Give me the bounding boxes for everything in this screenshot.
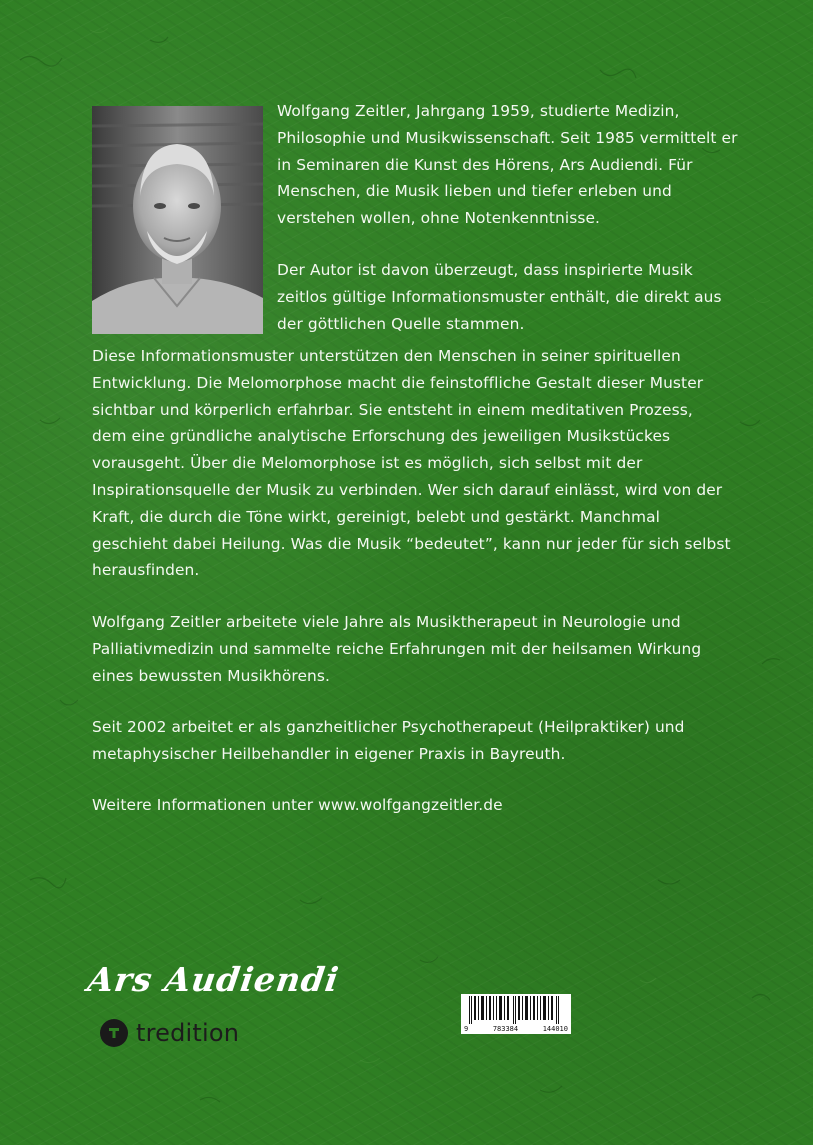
website-line: Weitere Informationen unter www.wolfgangzeitler.de bbox=[92, 796, 503, 814]
bio-paragraph-5: Seit 2002 arbeitet er als ganzheitlicher Psychotherapeut (Heilpraktiker) und metaphysischer Heilbehandler in eigener Praxis in Bayreuth. bbox=[92, 718, 685, 763]
barcode-digit-first: 9 bbox=[464, 1025, 469, 1033]
author-portrait-icon bbox=[92, 106, 263, 334]
publisher-logo bbox=[100, 1019, 239, 1047]
isbn-barcode bbox=[461, 994, 571, 1034]
barcode-digits-group2: 144010 bbox=[542, 1025, 568, 1033]
bio-paragraph-4: Wolfgang Zeitler arbeitete viele Jahre als Musiktherapeut in Neurologie und Palliativmedizin und sammelte reiche Erfahrungen mit der heilsamen Wirkung eines bewussten Musikhörens. bbox=[92, 613, 702, 685]
author-photo bbox=[92, 106, 263, 334]
barcode-digits bbox=[461, 1025, 571, 1033]
barcode-bars-icon bbox=[461, 994, 571, 1024]
barcode-digits-group1: 783384 bbox=[492, 1025, 519, 1033]
ars-audiendi-logo: Ars Audiendi bbox=[85, 960, 342, 999]
publisher-name: tredition bbox=[136, 1019, 240, 1047]
bio-paragraph-3: Diese Informationsmuster unterstützen den Menschen in seiner spirituellen Entwicklung. Die Melomorphose macht die feinstoffliche Gestalt dieser Muster sichtbar und körperlich erfahrbar. Sie entsteht in einem meditativen Prozess, dem eine gründliche analytische Erforschung des jeweiligen Musikstückes vorausgeht. Über die Melomorphose ist es möglich, sich selbst mit der Inspirationsquelle der Musik zu verbinden. Wer sich darauf einlässt, wird von der Kraft, die durch die Töne wirkt, gereinigt, belebt und gestärkt. Manchmal geschieht dabei Heilung. Was die Musik “bedeutet”, kann nur jeder für sich selbst herausfinden. bbox=[92, 347, 731, 580]
tredition-icon bbox=[100, 1019, 128, 1047]
bio-paragraph-1: Wolfgang Zeitler, Jahrgang 1959, studierte Medizin, Philosophie und Musikwissenschaft. Seit 1985 vermittelt er in Seminaren die Kunst des Hörens, Ars Audiendi. Für Menschen, die Musik lieben und tiefer erleben und verstehen wollen, ohne Notenkenntnisse. bbox=[277, 102, 738, 228]
bio-paragraph-2: Der Autor ist davon überzeugt, dass inspirierte Musik zeitlos gültige Informationsmuster enthält, die direkt aus der göttlichen Quelle stammen. bbox=[277, 261, 722, 333]
